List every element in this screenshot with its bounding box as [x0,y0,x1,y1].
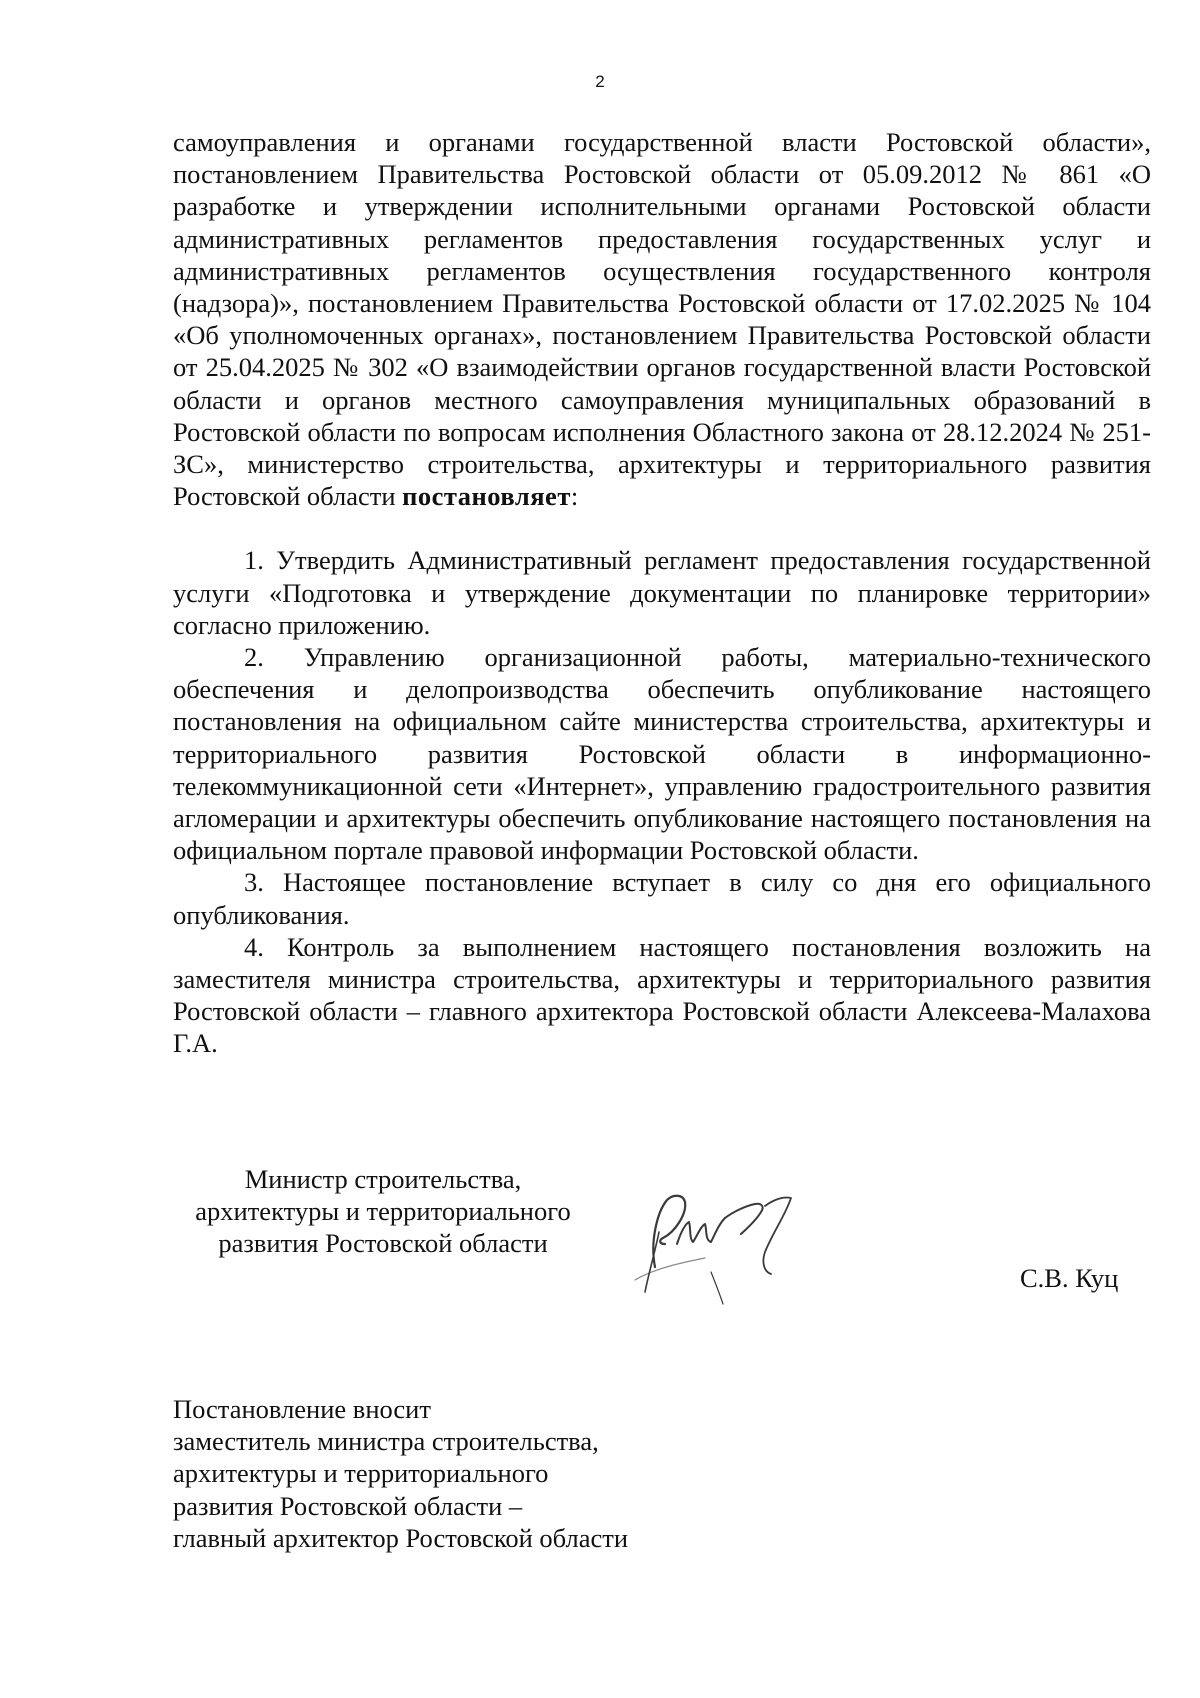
decree-item-3: 3. Настоящее постановление вступает в силу со дня его официального опубликования. [173,867,1151,930]
decree-item-1: 1. Утвердить Административный регламент предоставления государственной услуги «Подготовка и утверждение документации по планировке территории» согласно приложению. [173,545,1151,640]
introducer-line: архитектуры и территориального [173,1458,549,1489]
signatory-position [173,1163,593,1260]
decree-item-4: 4. Контроль за выполнением настоящего постановления возложить на заместителя министра строительства, архитектуры и территориального развития Ростовской области – главного архитектора Ростовской области Алексеева-Малахова Г.А. [173,931,1151,1059]
handwritten-signature [615,1172,825,1312]
position-line: Министр строительства, [244,1164,522,1194]
decree-keyword: постановляет [402,481,571,512]
introducer-line: заместитель министра строительства, [173,1426,599,1457]
introduced-by-block [173,1393,773,1554]
signer-name: С.В. Куц [1020,1263,1119,1293]
intro-paragraph [173,126,1151,512]
position-line: архитектуры и территориального [195,1196,571,1227]
document-body [173,126,1151,1060]
page-number: 2 [595,72,605,91]
intro-text: самоуправления и органами государственной власти Ростовской области», постановлением Правительства Ростовской области от 05.09.2012 № 861 «О разработке и утверждении исполнительными органами Ростовской области административных регламентов предоставления государственных услуг и административных регламентов осуществления государственного контроля (надзора)», постановлением Правительства Ростовской области от 17.02.2025 № 104 «Об уполномоченных органах», постановлением Правительства Ростовской области от 25.04.2025 № 302 «О взаимодействии органов государственной власти Ростовской области и органов местного самоуправления муниципальных образований в Ростовской области по вопросам исполнения Областного закона от 28.12.2024 № 251-ЗС», министерство строительства, архитектуры и территориального развития Ростовской области [173,127,1151,512]
introducer-line: Постановление вносит [173,1394,431,1424]
intro-colon: : [570,481,579,512]
decree-item-2: 2. Управлению организационной работы, материально-технического обеспечения и делопроизводства обеспечить опубликование настоящего постановления на официальном сайте министерства строительства, архитектуры и территориального развития Ростовской области в информационно-телекоммуникационной сети «Интернет», управлению градостроительного развития агломерации и архитектуры обеспечить опубликование настоящего постановления на официальном портале правовой информации Ростовской области. [173,642,1151,866]
introducer-line: развития Ростовской области – [173,1490,523,1521]
introducer-line: главный архитектор Ростовской области [173,1522,629,1553]
position-line: развития Ростовской области [218,1228,548,1259]
